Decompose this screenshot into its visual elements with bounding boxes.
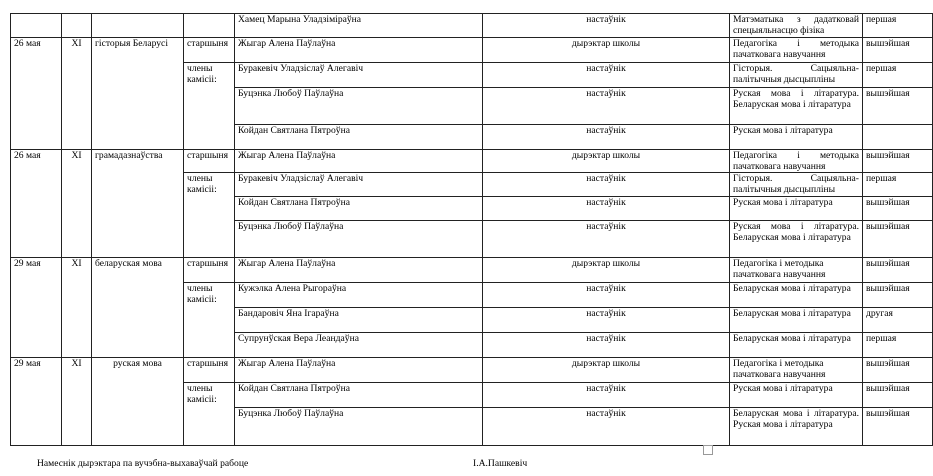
category-cell: вышэйшая (863, 358, 933, 383)
category-cell: першая (863, 333, 933, 358)
role-cell: старшыня (184, 38, 235, 63)
member-name-cell: Супрунўская Вера Леандаўна (235, 333, 483, 358)
category-cell: першая (863, 173, 933, 197)
position-cell: настаўнік (483, 308, 730, 333)
category-cell: вышэйшая (863, 197, 933, 221)
subject-cell (92, 14, 184, 38)
date-cell: 26 мая (11, 38, 62, 150)
member-name-cell: Буракевіч Уладзіслаў Алегавіч (235, 63, 483, 88)
category-cell (863, 125, 933, 150)
position-cell: дырэктар школы (483, 358, 730, 383)
exam-commission-table (10, 13, 933, 446)
member-name-cell: Жыгар Алена Паўлаўна (235, 150, 483, 173)
specialty-cell: Беларуская мова і літаратура. Руская мова і літаратура (730, 408, 863, 446)
specialty-cell: Педагогіка і методыка пачатковага навучання (730, 38, 863, 63)
corner-marker (703, 445, 713, 455)
position-cell: дырэктар школы (483, 38, 730, 63)
position-cell: настаўнік (483, 408, 730, 446)
subject-cell: гісторыя Беларусі (92, 38, 184, 150)
position-cell: настаўнік (483, 197, 730, 221)
category-cell: першая (863, 14, 933, 38)
position-cell: настаўнік (483, 333, 730, 358)
subject-cell: беларуская мова (92, 258, 184, 358)
specialty-cell: Беларуская мова і літаратура (730, 333, 863, 358)
role-cell (184, 14, 235, 38)
category-cell: вышэйшая (863, 150, 933, 173)
signature-title: Намеснік дырэктара па вучэбна-выхаваўчай рабоце (37, 458, 249, 469)
member-name-cell: Хамец Марына Уладзіміраўна (235, 14, 483, 38)
class-cell: XI (62, 38, 92, 150)
specialty-cell: Руская мова і літаратура (730, 383, 863, 408)
role-cell: члены камісіі: (184, 173, 235, 258)
category-cell: вышэйшая (863, 383, 933, 408)
specialty-cell: Руская мова і літаратура (730, 125, 863, 150)
role-cell: старшыня (184, 258, 235, 283)
category-cell: вышэйшая (863, 38, 933, 63)
role-cell: члены камісіі: (184, 383, 235, 446)
specialty-cell: Гісторыя. Сацыяльна-палітычныя дысцыпліны (730, 173, 863, 197)
category-cell: вышэйшая (863, 283, 933, 308)
subject-cell: руская мова (92, 358, 184, 446)
position-cell: настаўнік (483, 221, 730, 258)
specialty-cell: Матэматыка з дадатковай спецыяльнасцю фізіка (730, 14, 863, 38)
position-cell: настаўнік (483, 88, 730, 125)
table-row (11, 14, 933, 38)
role-cell: старшыня (184, 150, 235, 173)
member-name-cell: Койдан Святлана Пятроўна (235, 125, 483, 150)
class-cell (62, 14, 92, 38)
class-cell: XI (62, 258, 92, 358)
category-cell: першая (863, 63, 933, 88)
member-name-cell: Кужэлка Алена Рыгораўна (235, 283, 483, 308)
specialty-cell: Педагогіка і методыка пачатковага навучання (730, 358, 863, 383)
specialty-cell: Руская мова і літаратура. Беларуская мова і літаратура (730, 221, 863, 258)
position-cell: настаўнік (483, 14, 730, 38)
member-name-cell: Буцэнка Любоў Паўлаўна (235, 88, 483, 125)
date-cell: 29 мая (11, 358, 62, 446)
date-cell (11, 14, 62, 38)
date-cell: 26 мая (11, 150, 62, 258)
member-name-cell: Буцэнка Любоў Паўлаўна (235, 408, 483, 446)
member-name-cell: Буракевіч Уладзіслаў Алегавіч (235, 173, 483, 197)
specialty-cell: Педагогіка і методыка пачатковага навучання (730, 150, 863, 173)
position-cell: дырэктар школы (483, 150, 730, 173)
table-row (11, 150, 933, 173)
date-cell: 29 мая (11, 258, 62, 358)
specialty-cell: Руская мова і літаратура (730, 197, 863, 221)
role-cell: члены камісіі: (184, 63, 235, 150)
position-cell: настаўнік (483, 173, 730, 197)
table-row (11, 358, 933, 383)
category-cell: вышэйшая (863, 258, 933, 283)
signature-name: І.А.Пашкевіч (473, 458, 528, 469)
category-cell: вышэйшая (863, 88, 933, 125)
role-cell: члены камісіі: (184, 283, 235, 358)
specialty-cell: Педагогіка і методыка пачатковага навучання (730, 258, 863, 283)
member-name-cell: Жыгар Алена Паўлаўна (235, 38, 483, 63)
table-row (11, 38, 933, 63)
class-cell: XI (62, 358, 92, 446)
member-name-cell: Бандаровіч Яна Ігараўна (235, 308, 483, 333)
position-cell: настаўнік (483, 63, 730, 88)
member-name-cell: Буцэнка Любоў Паўлаўна (235, 221, 483, 258)
member-name-cell: Койдан Святлана Пятроўна (235, 383, 483, 408)
subject-cell: грамадазнаўства (92, 150, 184, 258)
specialty-cell: Гісторыя. Сацыяльна-палітычныя дысцыпліны (730, 63, 863, 88)
category-cell: другая (863, 308, 933, 333)
specialty-cell: Руская мова і літаратура. Беларуская мова і літаратура (730, 88, 863, 125)
position-cell: настаўнік (483, 125, 730, 150)
category-cell: вышэйшая (863, 221, 933, 258)
member-name-cell: Жыгар Алена Паўлаўна (235, 358, 483, 383)
member-name-cell: Койдан Святлана Пятроўна (235, 197, 483, 221)
position-cell: дырэктар школы (483, 258, 730, 283)
table-row (11, 258, 933, 283)
specialty-cell: Беларуская мова і літаратура (730, 283, 863, 308)
position-cell: настаўнік (483, 283, 730, 308)
specialty-cell: Беларуская мова і літаратура (730, 308, 863, 333)
position-cell: настаўнік (483, 383, 730, 408)
class-cell: XI (62, 150, 92, 258)
member-name-cell: Жыгар Алена Паўлаўна (235, 258, 483, 283)
role-cell: старшыня (184, 358, 235, 383)
category-cell: вышэйшая (863, 408, 933, 446)
